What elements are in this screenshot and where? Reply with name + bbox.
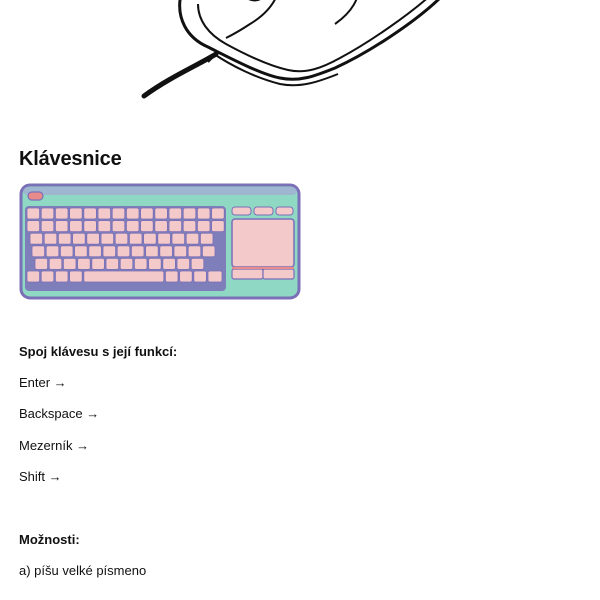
keyboard-key xyxy=(197,208,210,219)
keyboard-key xyxy=(30,233,43,244)
keyboard-key xyxy=(70,208,83,219)
keyboard-key xyxy=(32,246,45,257)
computer-mouse-illustration xyxy=(130,0,450,108)
keyboard-key xyxy=(41,221,54,232)
keyboard-key xyxy=(112,221,125,232)
keyboard-key xyxy=(101,233,114,244)
keyboard-key xyxy=(197,221,210,232)
keyboard-key xyxy=(183,208,196,219)
keyboard-key xyxy=(191,258,204,269)
keyboard-key xyxy=(55,221,68,232)
keyboard-key xyxy=(149,258,162,269)
keyboard-key xyxy=(98,208,111,219)
keyboard-key xyxy=(172,233,185,244)
power-button xyxy=(28,192,43,200)
key-backspace-line: Backspace → xyxy=(19,406,100,421)
keyboard-key xyxy=(158,233,171,244)
keyboard-key xyxy=(27,208,40,219)
keyboard-key xyxy=(55,208,68,219)
keyboard-key xyxy=(55,271,68,282)
task-instruction: Spoj klávesu s její funkcí: xyxy=(19,344,178,359)
keyboard-key xyxy=(165,271,178,282)
media-key xyxy=(232,207,251,215)
keyboard-key xyxy=(73,233,86,244)
keyboard-key xyxy=(155,221,168,232)
keyboard-key xyxy=(78,258,91,269)
keyboard-key xyxy=(89,246,102,257)
keyboard-key xyxy=(134,258,147,269)
keyboard-key xyxy=(27,271,40,282)
keyboard-key xyxy=(131,246,144,257)
keyboard-key xyxy=(92,258,105,269)
keyboard-key xyxy=(188,246,201,257)
keyboard-key xyxy=(129,233,142,244)
keyboard-key xyxy=(60,246,73,257)
keyboard-key xyxy=(177,258,190,269)
keyboard-key xyxy=(169,208,182,219)
keyboard-key xyxy=(112,208,125,219)
keyboard-key xyxy=(186,233,199,244)
keyboard-key xyxy=(44,233,57,244)
keyboard-key xyxy=(126,221,139,232)
keyboard-key xyxy=(202,246,215,257)
keyboard-key xyxy=(155,208,168,219)
key-spacebar-line: Mezerník → xyxy=(19,438,90,453)
keyboard-key xyxy=(174,246,187,257)
keyboard-key xyxy=(120,258,133,269)
keyboard-key xyxy=(160,246,173,257)
keyboard-key xyxy=(115,233,128,244)
touchpad-right-button xyxy=(263,269,294,279)
keyboard-key xyxy=(84,208,97,219)
keyboard-key xyxy=(180,271,193,282)
keyboard-key xyxy=(98,221,111,232)
media-key xyxy=(254,207,273,215)
keyboard-key xyxy=(35,258,48,269)
keyboard-key xyxy=(212,221,225,232)
keyboard-key xyxy=(106,258,119,269)
keyboard-key xyxy=(41,271,54,282)
keyboard-section-heading: Klávesnice xyxy=(19,148,122,170)
keyboard-key xyxy=(144,233,157,244)
keyboard-key xyxy=(126,208,139,219)
option-a: a) píšu velké písmeno xyxy=(19,563,147,578)
keyboard-key xyxy=(46,246,59,257)
touchpad-left-button xyxy=(232,269,263,279)
keyboard-key xyxy=(103,246,116,257)
keyboard-key xyxy=(27,221,40,232)
keyboard-key xyxy=(169,221,182,232)
keyboard-key xyxy=(70,271,83,282)
keyboard-key xyxy=(87,233,100,244)
keyboard-key xyxy=(194,271,207,282)
keyboard-key xyxy=(84,221,97,232)
keyboard-key xyxy=(183,221,196,232)
keyboard-key xyxy=(200,233,213,244)
keyboard-key xyxy=(141,208,154,219)
media-key xyxy=(276,207,293,215)
keyboard-key xyxy=(70,221,83,232)
keyboard-key xyxy=(49,258,62,269)
options-title: Možnosti: xyxy=(19,532,80,547)
keyboard-key xyxy=(41,208,54,219)
key-enter-line: Enter → xyxy=(19,375,67,390)
keyboard-key xyxy=(58,233,71,244)
keyboard-key xyxy=(141,221,154,232)
keyboard-key xyxy=(117,246,130,257)
touchpad xyxy=(232,219,294,267)
keyboard-key xyxy=(208,271,222,282)
spacebar-key xyxy=(84,271,164,282)
keyboard-key xyxy=(75,246,88,257)
keyboard-key xyxy=(146,246,159,257)
keyboard-key xyxy=(212,208,225,219)
key-shift-line: Shift → xyxy=(19,469,62,484)
keyboard-key xyxy=(163,258,176,269)
keyboard-key xyxy=(63,258,76,269)
keyboard-illustration xyxy=(19,183,301,301)
mouse-cable xyxy=(144,54,216,96)
